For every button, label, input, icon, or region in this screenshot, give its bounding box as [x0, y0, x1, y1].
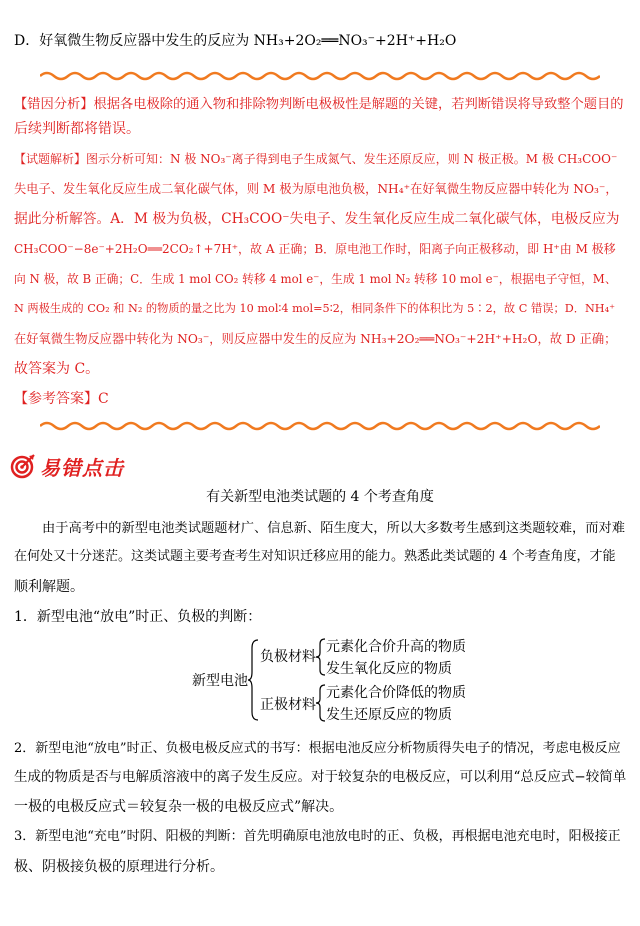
explanation-line: 向 N 极，故 B 正确；C．生成 1 mol CO₂ 转移 4 mol e⁻，生成 1 mol N₂ 转移 10 mol e⁻，根据电子守恒，M、 — [14, 272, 617, 286]
intro-line: 顺利解题。 — [14, 579, 84, 595]
point-2-line: 2．新型电池“放电”时正、负极电极反应式的书写：根据电池反应分析物质得失电子的情况，考虑电极反应 — [14, 741, 621, 756]
explanation-line: 在好氧微生物反应器中转化为 NO₃⁻，则反应器中发生的反应为 NH₃+2O₂══NO₃⁻+2H⁺+H₂O，故 D 正确； — [14, 332, 617, 346]
tree-negative-item: 发生氧化反应的物质 — [326, 661, 452, 677]
explanation-line: 故答案为 C。 — [14, 361, 100, 377]
explanation-line: 【试题解析】图示分析可知：N 极 NO₃⁻离子得到电子生成氮气、发生还原反应，则 N 极正极。M 极 CH₃COO⁻ — [14, 152, 618, 166]
explanation-line: 据此分析解答。A．M 极为负极，CH₃COO⁻失电子、发生氧化反应生成二氧化碳气体，电极反应为 — [14, 211, 620, 227]
tree-positive-item: 发生还原反应的物质 — [326, 707, 452, 723]
wavy-divider-top — [40, 70, 600, 82]
point-2-line: 一极的电极反应式＝较复杂一极的电极反应式”解决。 — [14, 799, 344, 815]
explanation-line: CH₃COO⁻−8e⁻+2H₂O══2CO₂↑+7H⁺，故 A 正确；B．原电池工作时，阳离子向正极移动，即 H⁺由 M 极移 — [14, 242, 616, 256]
section-title: 有关新型电池类试题的 4 个考查角度 — [206, 489, 434, 505]
tree-positive-item: 元素化合价降低的物质 — [326, 685, 466, 701]
tree-positive: 正极材料 — [260, 697, 316, 713]
tree-negative: 负极材料 — [260, 649, 316, 665]
option-d: D．好氧微生物反应器中发生的反应为 NH₃+2O₂══NO₃⁻+2H⁺+H₂O — [14, 33, 457, 49]
tree-root-brace — [248, 638, 260, 722]
banner-title: 易错点击 — [40, 455, 124, 480]
point-2-line: 生成的物质是否与电解质溶液中的离子发生反应。对于较复杂的电极反应，可以利用“总反应式−较简单 — [14, 769, 627, 785]
reference-answer: 【参考答案】C — [14, 391, 109, 407]
point-3-line: 3．新型电池“充电”时阴、阳极的判断：首先明确原电池放电时的正、负极，再根据电池充电时，阳极接正 — [14, 829, 621, 844]
error-analysis-line2: 后续判断都将错误。 — [14, 121, 140, 137]
tree-negative-item: 元素化合价升高的物质 — [326, 639, 466, 655]
point-1: 1．新型电池“放电”时正、负极的判断： — [14, 609, 262, 625]
intro-line: 由于高考中的新型电池类试题题材广、信息新、陌生度大，所以大多数考生感到这类题较难，而对难 — [42, 521, 626, 536]
electrode-classification-tree — [180, 636, 480, 726]
intro-line: 在何处又十分迷茫。这类试题主要考查考生对知识迁移应用的能力。熟悉此类试题的 4 个考查角度，才能 — [14, 549, 616, 564]
error-analysis-line1: 【错因分析】根据各电极除的通入物和排除物判断电极极性是解题的关键，若判断错误将导致整个题目的 — [14, 97, 624, 112]
error-prone-banner — [10, 452, 124, 480]
wavy-divider-bottom — [40, 420, 600, 432]
target-icon — [10, 453, 36, 479]
tree-negative-brace — [316, 638, 326, 676]
tree-root: 新型电池 — [192, 673, 248, 689]
tree-positive-brace — [316, 684, 326, 722]
explanation-line: 失电子、发生氧化反应生成二氧化碳气体，则 M 极为原电池负极，NH₄⁺在好氧微生物反应器中转化为 NO₃⁻， — [14, 182, 618, 196]
point-3-line: 极、阴极接负极的原理进行分析。 — [14, 859, 224, 875]
explanation-line: N 两极生成的 CO₂ 和 N₂ 的物质的量之比为 10 mol∶4 mol=5∶2，相同条件下的体积比为 5∶2，故 C 错误；D．NH₄⁺ — [14, 302, 616, 315]
